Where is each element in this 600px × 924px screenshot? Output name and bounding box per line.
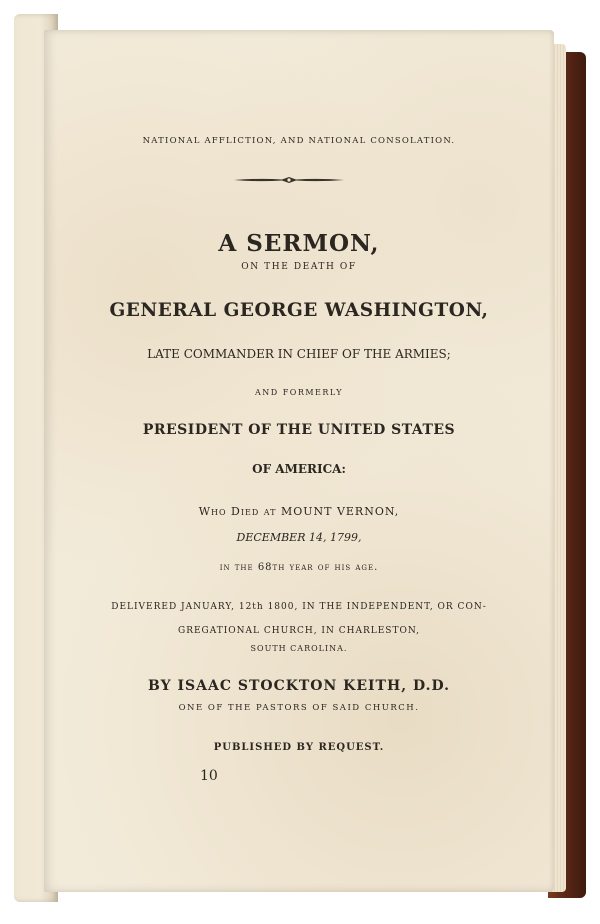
author-role: ONE OF THE PASTORS OF SAID CHURCH. — [178, 703, 420, 713]
delivery-line-2: GREGATIONAL CHURCH, IN CHARLESTON, — [178, 626, 420, 636]
author: BY ISAAC STOCKTON KEITH, D.D. — [148, 678, 450, 694]
subject-name: GENERAL GEORGE WASHINGTON, — [109, 300, 489, 321]
role-commander: LATE COMMANDER IN CHIEF OF THE ARMIES; — [147, 347, 451, 361]
running-header: NATIONAL AFFLICTION, AND NATIONAL CONSOLATION. — [142, 136, 456, 146]
page-number: 10 — [200, 768, 218, 784]
role-president: PRESIDENT OF THE UNITED STATES — [142, 422, 456, 438]
subtitle: ON THE DEATH OF — [241, 262, 357, 272]
age-at-death: in the 68th year of his age. — [219, 562, 379, 573]
country: OF AMERICA: — [252, 462, 346, 476]
delivery-line-1: DELIVERED JANUARY, 12th 1800, IN THE INDEPENDENT, OR CON- — [111, 602, 487, 612]
death-place: Who Died at MOUNT VERNON, — [198, 505, 400, 518]
title-page — [44, 30, 554, 892]
publication-note: PUBLISHED BY REQUEST. — [213, 742, 385, 753]
death-date: DECEMBER 14, 1799, — [236, 531, 362, 544]
title: A SERMON, — [218, 230, 380, 257]
ornament-rule — [234, 176, 344, 184]
delivery-line-3: SOUTH CAROLINA. — [250, 644, 348, 653]
connector-text: AND FORMERLY — [254, 388, 343, 397]
